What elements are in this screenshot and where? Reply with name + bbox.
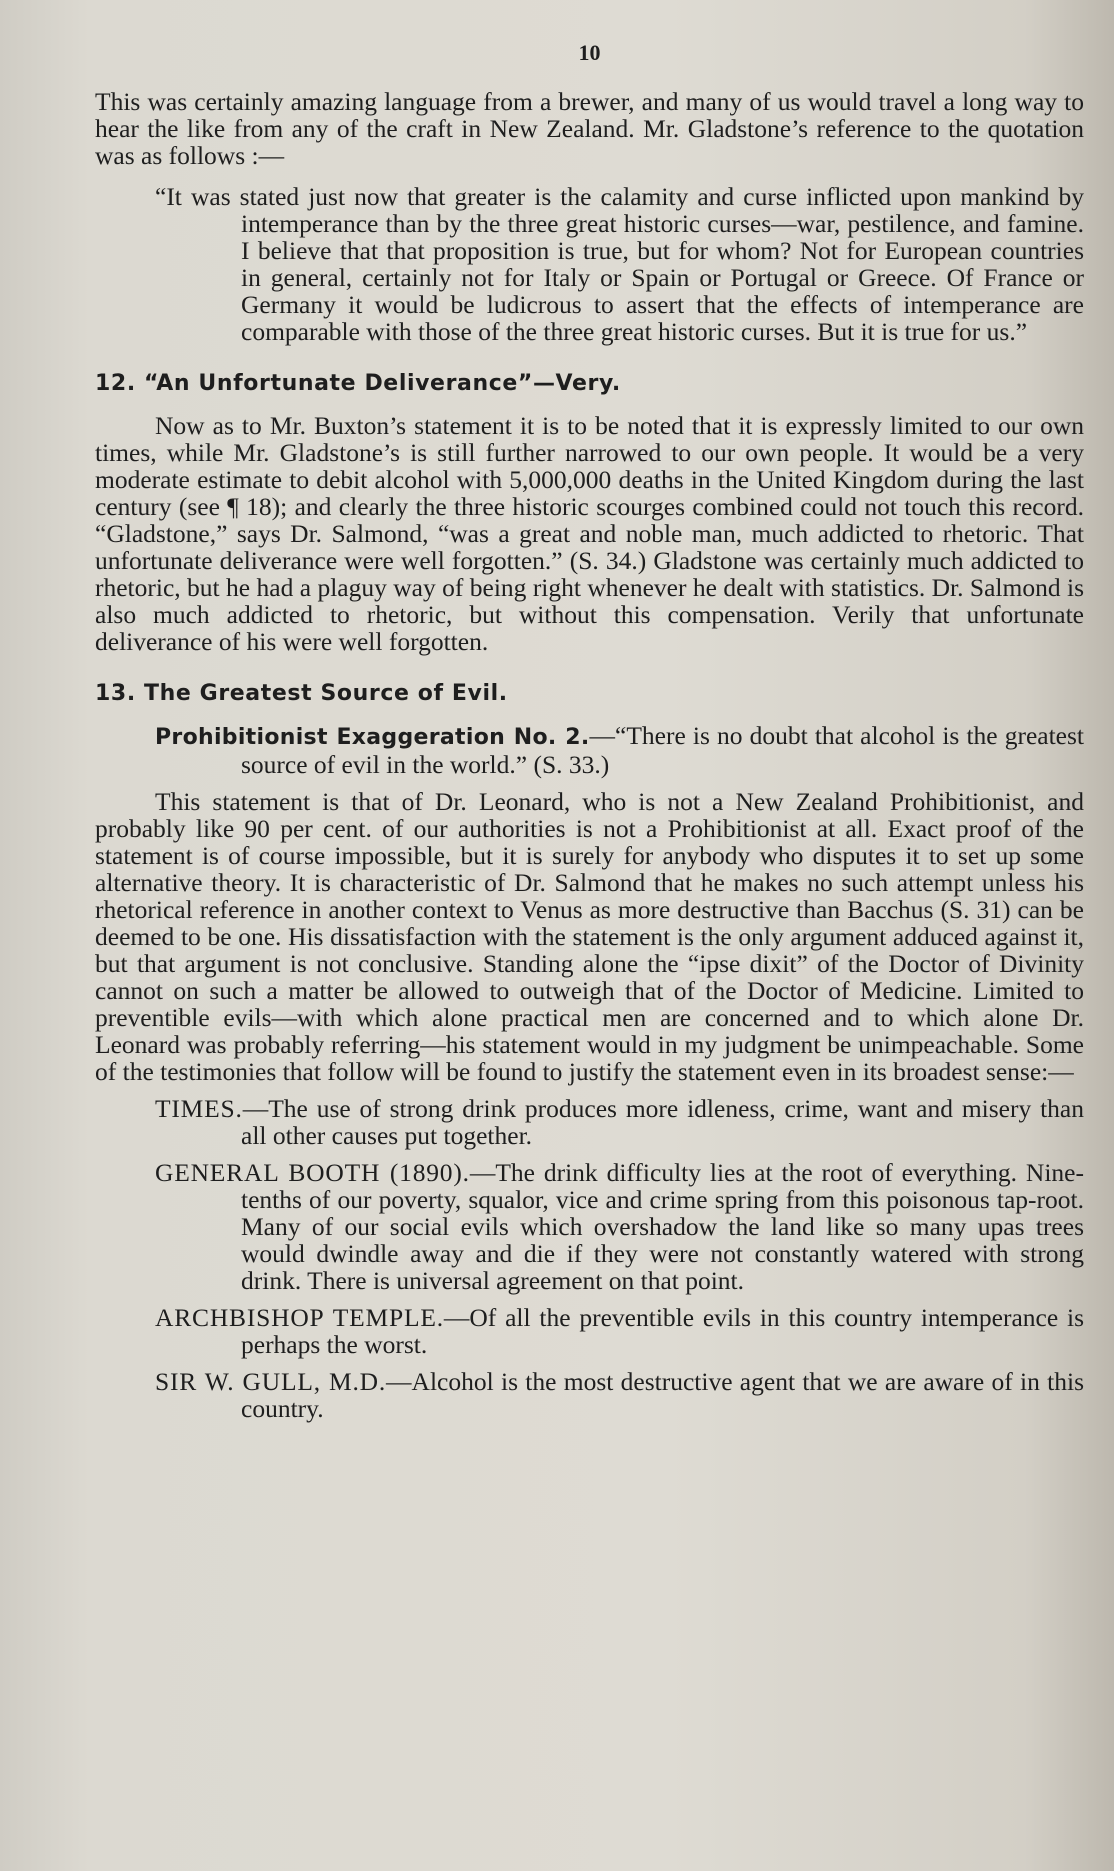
- testimony-text: —Alcohol is the most destructive agent that we are aware of in this country.: [241, 1367, 1085, 1423]
- page-number: 10: [578, 40, 601, 65]
- exaggeration-statement: [155, 722, 1084, 778]
- testimony-text: —The drink difficulty lies at the root of everything. Nine-tenths of our poverty, squalor, vice and crime spring from this poisonous tap-root. Many of our social evils which overshadow the land like so many upas trees would dwindle away and die if they were not constantly watered with strong drink. There is universal agreement on that point.: [241, 1158, 1084, 1295]
- testimony-name: ARCHBISHOP TEMPLE.: [155, 1303, 444, 1332]
- section-13-body: This statement is that of Dr. Leonard, who is not a New Zealand Prohibitionist, and probably like 90 per cent. of our authorities is not a Prohibitionist at all. Exact proof of the statement is of course impossible, but it is surely for anybody who disputes it to set up some alternative theory. It is characteristic of Dr. Salmond that he makes no such attempt unless his rhetorical reference in another context to Venus as more destructive than Bacchus (S. 31) can be deemed to be one. His dissatisfaction with the statement is the only argument adduced against it, but that argument is not conclusive. Standing alone the “ipse dixit” of the Doctor of Divinity cannot on such a matter be allowed to outweigh that of the Doctor of Medicine. Limited to preventible evils—with which alone practical men are concerned and to which alone Dr. Leonard was probably referring—his statement would in my judgment be unimpeachable. Some of the testimonies that follow will be found to justify the statement even in its broadest sense:—: [95, 787, 1084, 1086]
- testimony-name: SIR W. GULL, M.D.: [155, 1367, 387, 1396]
- testimony-item: [155, 1304, 1084, 1358]
- intro-paragraph: This was certainly amazing language from a brewer, and many of us would travel a long way to hear the like from any of the craft in New Zealand. Mr. Gladstone’s reference to the quotation was as follows :—: [95, 87, 1084, 170]
- testimony-name: GENERAL BOOTH (1890).: [155, 1158, 470, 1187]
- section-12-body: Now as to Mr. Buxton’s statement it is to be noted that it is expressly limited to our own times, while Mr. Gladstone’s is still further narrowed to our own people. It would be a very moderate estimate to debit alcohol with 5,000,000 deaths in the United Kingdom during the last century (see ¶ 18); and clearly the three historic scourges combined could not touch this record. “Gladstone,” says Dr. Salmond, “was a great and noble man, much addicted to rhetoric. That unfortunate deliverance were well forgotten.” (S. 34.) Gladstone was certainly much addicted to rhetoric, but he had a plaguy way of being right whenever he dealt with statistics. Dr. Salmond is also much addicted to rhetoric, but without this compensation. Verily that unfortunate deliverance of his were well forgotten.: [95, 411, 1084, 656]
- testimony-item: [155, 1159, 1084, 1294]
- section-13-heading: 13. The Greatest Source of Evil.: [95, 681, 508, 706]
- gladstone-quote: “It was stated just now that greater is the calamity and curse inflicted upon mankind by intemperance than by the three great historic curses—war, pestilence, and famine. I believe that that proposition is true, but for whom? Not for European countries in general, certainly not for Italy or Spain or Portugal or Greece. Of France or Germany it would be ludicrous to assert that the effects of intemperance are comparable with those of the three great historic curses. But it is true for us.”: [155, 182, 1084, 346]
- testimony-text: —The use of strong drink produces more idleness, crime, want and misery than all other causes put together.: [241, 1094, 1084, 1150]
- testimony-item: [155, 1095, 1084, 1149]
- exaggeration-label: Prohibitionist Exaggeration No. 2.: [155, 725, 590, 750]
- exaggeration-text: —“There is no doubt that alcohol is the greatest source of evil in the world.” (S. 33.): [241, 721, 1084, 779]
- section-12-heading: 12. “An Unfortunate Deliverance”—Very.: [95, 371, 621, 396]
- testimonies-list: [95, 1095, 1084, 1422]
- testimony-name: TIMES.: [155, 1094, 243, 1123]
- testimony-text: —Of all the preventible evils in this country intemperance is perhaps the worst.: [241, 1303, 1085, 1359]
- testimony-item: [155, 1368, 1084, 1422]
